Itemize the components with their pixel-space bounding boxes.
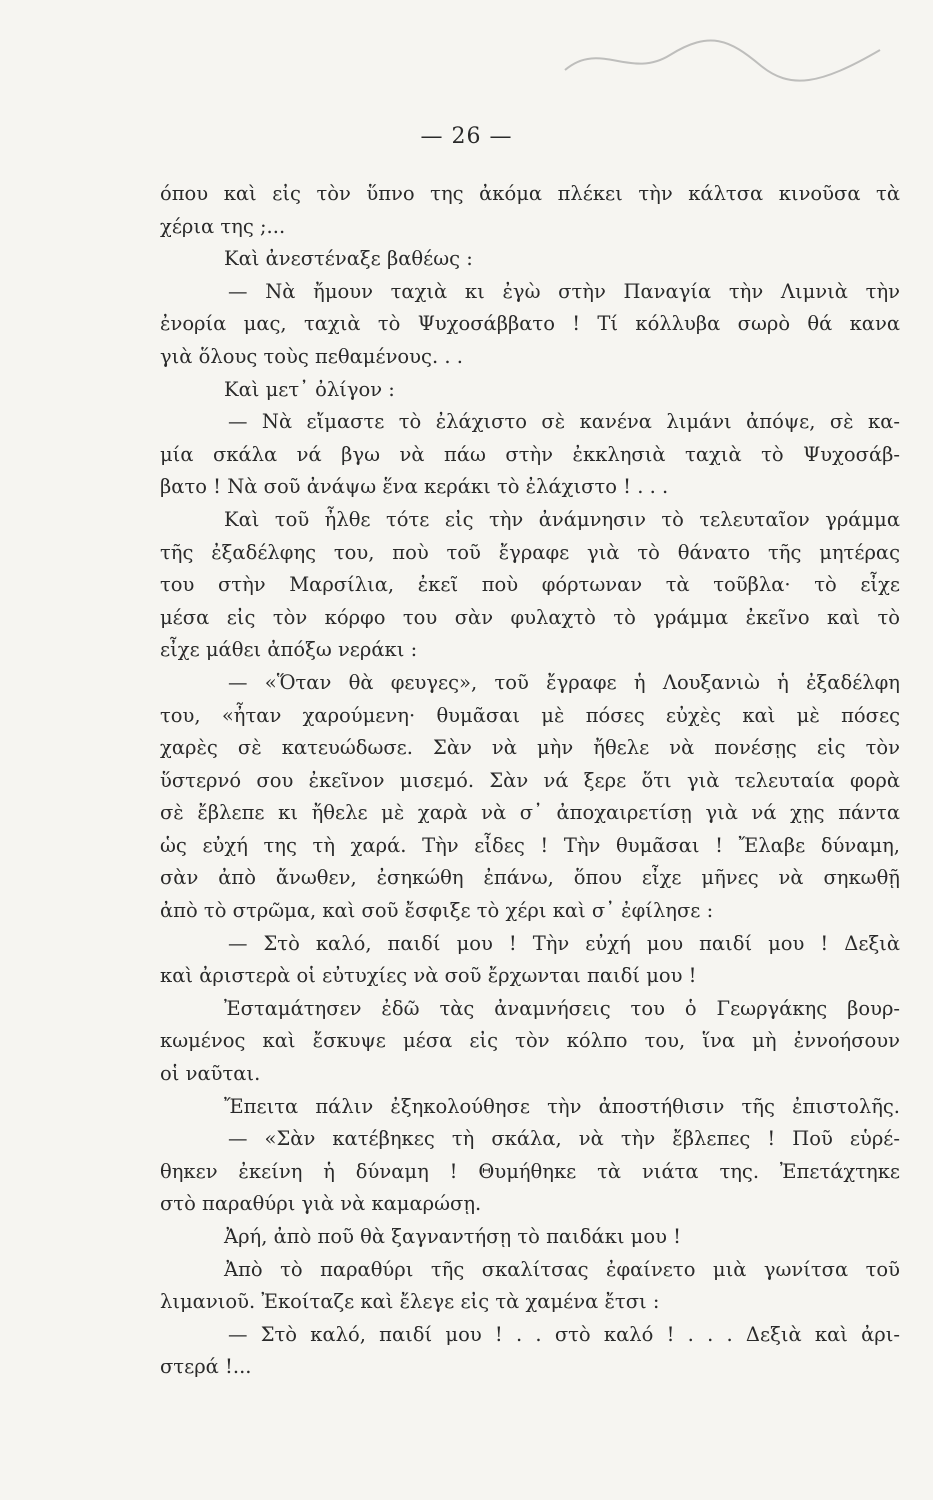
- text-line: Καὶ τοῦ ἦλθε τότε εἰς τὴν ἀνάμνησιν τὸ τελευταῖον γράμμα: [224, 507, 900, 531]
- text-line: — «Σὰν κατέβηκες τὴ σκάλα, νὰ τὴν ἔβλεπες ! Ποῦ εὑρέ-: [228, 1127, 900, 1151]
- text-line: στὸ παραθύρι γιὰ νὰ καμαρώσῃ.: [160, 1192, 482, 1216]
- text-line: στερά !...: [160, 1355, 252, 1379]
- text-line: τῆς ἐξαδέλφης του, ποὺ τοῦ ἔγραφε γιὰ τὸ θάνατο τῆς μητέρας: [160, 540, 900, 564]
- page-number: — 26 —: [420, 124, 513, 149]
- text-line: — Νὰ εἴμαστε τὸ ἐλάχιστο σὲ κανένα λιμάνι ἀπόψε, σὲ κα-: [228, 410, 900, 434]
- text-line: Καὶ μετ᾽ ὀλίγον :: [224, 377, 395, 401]
- text-line: — Στὸ καλό, παιδί μου ! Τὴν εὐχή μου παιδί μου ! Δεξιὰ: [228, 931, 900, 955]
- text-line: του στὴν Μαρσίλια, ἐκεῖ ποὺ φόρτωναν τὰ τοῦβλα· τὸ εἶχε: [160, 573, 900, 597]
- text-line: ἀπὸ τὸ στρῶμα, καὶ σοῦ ἔσφιξε τὸ χέρι καὶ σ᾽ ἐφίλησε :: [160, 899, 714, 923]
- text-line: του, «ἦταν χαρούμενη· θυμᾶσαι μὲ πόσες εὐχὲς καὶ μὲ πόσες: [160, 703, 900, 727]
- text-line: μία σκάλα νά βγω νὰ πάω στὴν ἐκκλησιὰ ταχιὰ τὸ Ψυχοσάβ-: [160, 442, 900, 466]
- text-line: σὰν ἀπὸ ἄνωθεν, ἐσηκώθη ἐπάνω, ὅπου εἶχε μῆνες νὰ σηκωθῇ: [160, 866, 900, 890]
- text-line: μέσα εἰς τὸν κόρφο του σὰν φυλαχτὸ τὸ γράμμα ἐκεῖνο καὶ τὸ: [160, 605, 900, 629]
- text-line: χαρὲς σὲ κατευώδωσε. Σὰν νὰ μὴν ἤθελε νὰ πονέσῃς εἰς τὸν: [160, 736, 900, 760]
- text-line: βατο ! Νὰ σοῦ ἀνάψω ἕνα κεράκι τὸ ἐλάχιστο ! . . .: [160, 475, 669, 499]
- text-line: Ἔπειτα πάλιν ἐξηκολούθησε τὴν ἀποστήθισιν τῆς ἐπιστολῆς.: [224, 1094, 900, 1118]
- text-line: Ἀρή, ἀπὸ ποῦ θὰ ξαγναντήσῃ τὸ παιδάκι μου !: [224, 1225, 681, 1248]
- text-line: ὡς εὐχή της τὴ χαρά. Τὴν εἶδες ! Τὴν θυμᾶσαι ! Ἔλαβε δύναμη,: [160, 833, 900, 857]
- text-line: Καὶ ἀνεστέναξε βαθέως :: [224, 247, 473, 271]
- text-line: ἐνορία μας, ταχιὰ τὸ Ψυχοσάββατο ! Τί κόλλυβα σωρὸ θά κανα: [160, 312, 900, 336]
- text-line: Ἀπὸ τὸ παραθύρι τῆς σκαλίτσας ἐφαίνετο μιὰ γωνίτσα τοῦ: [224, 1257, 900, 1281]
- text-line: εἶχε μάθει ἀπόξω νεράκι :: [160, 638, 418, 662]
- text-line: ὕστερνό σου ἐκεῖνον μισεμό. Σὰν νά ξερε ὅτι γιὰ τελευταία φορὰ: [160, 768, 900, 792]
- text-line: κωμένος καὶ ἔσκυψε μέσα εἰς τὸν κόλπο του, ἵνα μὴ ἐννοήσουν: [160, 1029, 900, 1053]
- text-line: γιὰ ὅλους τοὺς πεθαμένους. . .: [160, 344, 463, 368]
- text-line: όπου καὶ εἰς τὸν ὕπνο της ἀκόμα πλέκει τὴν κάλτσα κινοῦσα τὰ: [160, 182, 900, 205]
- body-text: [160, 178, 900, 1384]
- text-line: — Στὸ καλό, παιδί μου ! . . στὸ καλό ! . . . Δεξιὰ καὶ ἀρι-: [228, 1322, 900, 1346]
- text-line: χέρια της ;...: [160, 214, 286, 238]
- text-line: — «Ὅταν θὰ φευγες», τοῦ ἔγραφε ἡ Λουξανιὼ ἡ ἐξαδέλφη: [228, 670, 900, 694]
- text-line: λιμανιοῦ. Ἐκοίταζε καὶ ἔλεγε εἰς τὰ χαμένα ἔτσι :: [160, 1290, 660, 1314]
- text-line: καὶ ἀριστερὰ οἱ εὐτυχίες νὰ σοῦ ἔρχωνται παιδί μου !: [160, 964, 697, 988]
- pencil-scribble-top: [560, 30, 890, 90]
- text-line: — Νὰ ἤμουν ταχιὰ κι ἐγὼ στὴν Παναγία τὴν Λιμνιὰ τὴν: [228, 279, 900, 303]
- text-line: οἱ ναῦται.: [160, 1062, 261, 1086]
- text-line: θηκεν ἐκείνη ἡ δύναμη ! Θυμήθηκε τὰ νιάτα της. Ἐπετάχτηκε: [160, 1159, 900, 1183]
- text-line: σὲ ἔβλεπε κι ἤθελε μὲ χαρὰ νὰ σ᾽ ἀποχαιρετίσῃ γιὰ νά χῃς πάντα: [160, 801, 900, 825]
- text-line: Ἐσταμάτησεν ἐδῶ τὰς ἀναμνήσεις του ὁ Γεωργάκης βουρ-: [224, 996, 900, 1020]
